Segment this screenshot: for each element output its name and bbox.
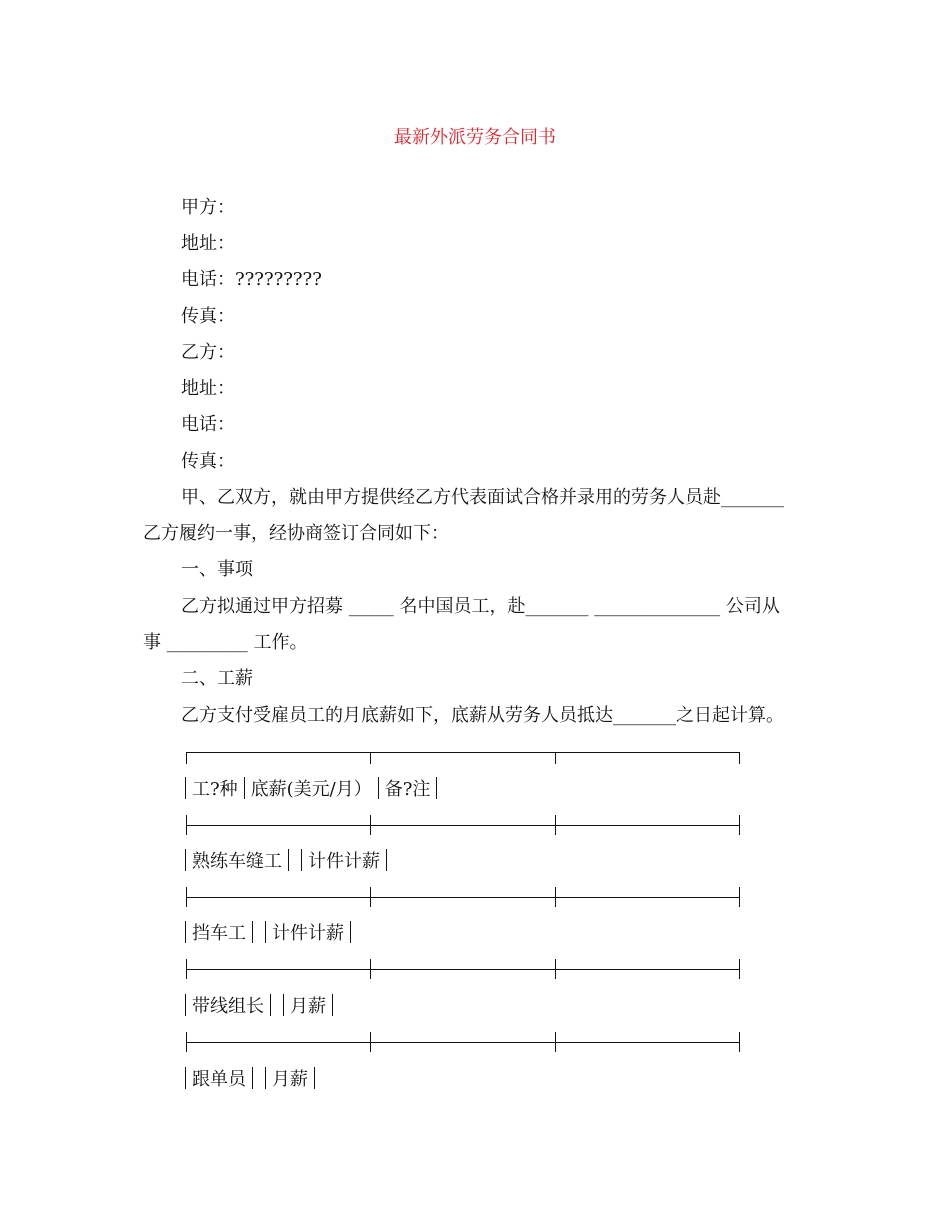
- table-cross: [370, 959, 371, 979]
- table-cell: 计件计薪: [308, 851, 380, 872]
- section-1-line-2: 事 _________ 工作。: [143, 632, 308, 653]
- table-corner: [739, 752, 740, 764]
- party-a-address: 地址：: [181, 233, 235, 254]
- table-row: [185, 849, 393, 874]
- table-cross: [739, 887, 740, 907]
- table-cross: [186, 815, 187, 835]
- table-cross: [370, 1032, 371, 1052]
- table-cross: [555, 887, 556, 907]
- table-cross: [739, 815, 740, 835]
- table-row: [185, 994, 339, 1019]
- table-cross: [739, 959, 740, 979]
- table-header-cell: 底薪(美元/月）: [250, 779, 372, 800]
- party-a-fax: 传真：: [181, 306, 235, 327]
- table-cross: [370, 815, 371, 835]
- party-b-fax: 传真：: [181, 451, 235, 472]
- party-a-phone: 电话：?????????: [181, 269, 322, 290]
- table-header-cell: 备?注: [384, 779, 431, 800]
- table-column-tick: [555, 752, 556, 764]
- table-cell: 熟练车缝工: [192, 851, 282, 872]
- table-cross: [186, 1032, 187, 1052]
- intro-paragraph-line-1: 甲、乙双方，就由甲方提供经乙方代表面试合格并录用的劳务人员赴_______: [181, 487, 784, 508]
- table-row: [185, 1067, 321, 1092]
- table-row: [185, 921, 357, 946]
- section-2-heading: 二、工薪: [181, 668, 253, 689]
- party-b-address: 地址：: [181, 378, 235, 399]
- table-cell: 计件计薪: [272, 923, 344, 944]
- table-header-row: [185, 777, 443, 802]
- party-a-label: 甲方：: [181, 197, 235, 218]
- table-cross: [555, 815, 556, 835]
- section-1-heading: 一、事项: [181, 559, 253, 580]
- section-1-line-1: 乙方拟通过甲方招募 _____ 名中国员工，赴_______ ______________ 公司从: [181, 596, 780, 617]
- section-2-line-1: 乙方支付受雇员工的月底薪如下，底薪从劳务人员抵达_______之日起计算。: [181, 705, 784, 726]
- table-row-border: [186, 969, 740, 970]
- table-cross: [739, 1032, 740, 1052]
- table-cell: 月薪: [290, 996, 326, 1017]
- table-cell: 月薪: [272, 1069, 308, 1090]
- intro-paragraph-line-2: 乙方履约一事，经协商签订合同如下：: [143, 523, 449, 544]
- table-cross: [186, 887, 187, 907]
- table-cell: 挡车工: [192, 923, 246, 944]
- party-b-phone: 电话：: [181, 414, 235, 435]
- table-row-border: [186, 1042, 740, 1043]
- table-cross: [186, 959, 187, 979]
- table-column-tick: [370, 752, 371, 764]
- table-corner: [186, 752, 187, 764]
- table-cross: [370, 887, 371, 907]
- table-cell: 带线组长: [192, 996, 264, 1017]
- table-header-cell: 工?种: [192, 779, 238, 800]
- table-row-border: [186, 825, 740, 826]
- document-title: 最新外派劳务合同书: [394, 127, 556, 148]
- party-b-label: 乙方：: [181, 342, 235, 363]
- table-cell: 跟单员: [192, 1069, 246, 1090]
- table-top-border: [186, 752, 740, 753]
- table-row-border: [186, 897, 740, 898]
- table-cross: [555, 959, 556, 979]
- table-cross: [555, 1032, 556, 1052]
